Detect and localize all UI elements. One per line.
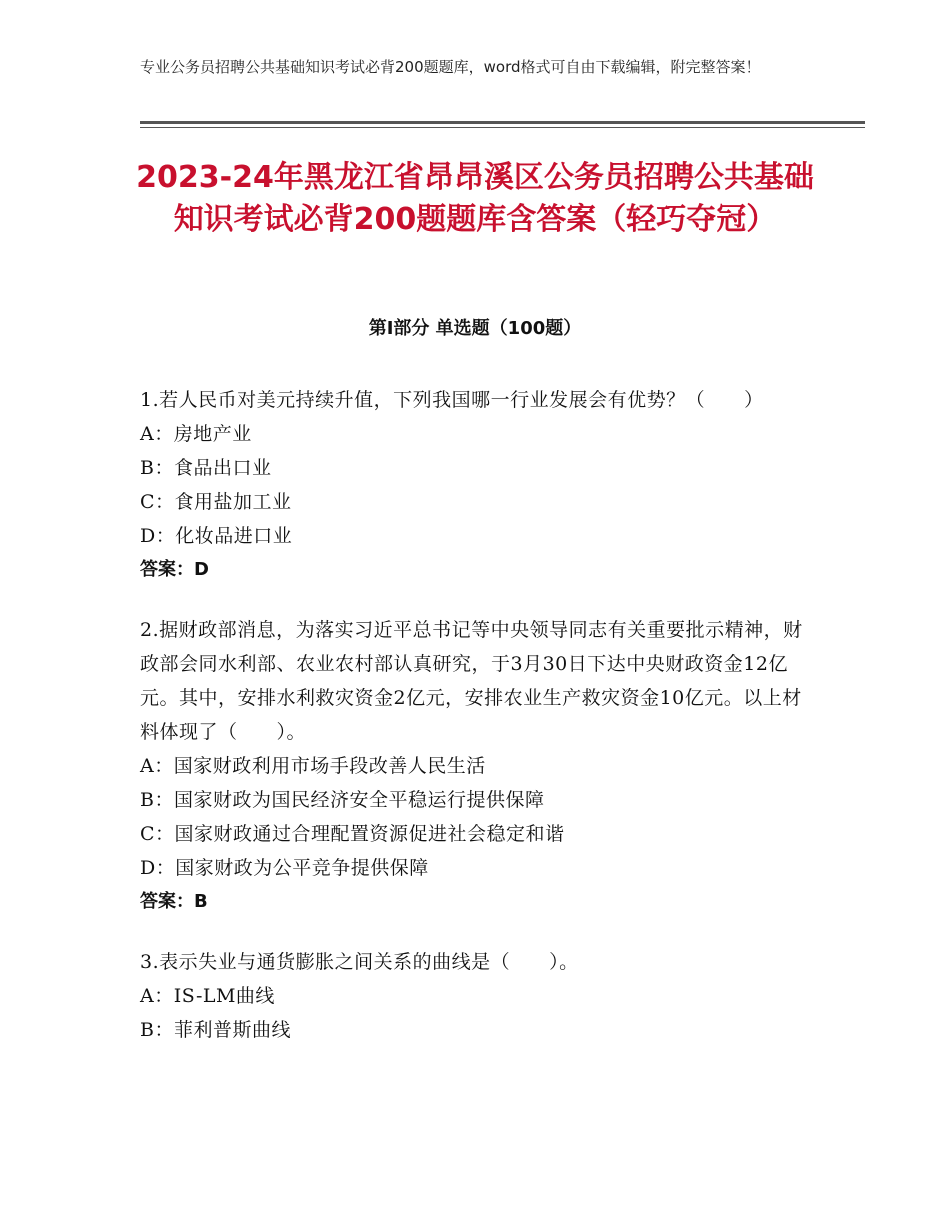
answer-label: 答案：B <box>140 891 208 912</box>
document-title: 2023-24年黑龙江省昂昂溪区公务员招聘公共基础知识考试必背200题题库含答案（轻巧夺冠） <box>136 160 814 237</box>
question-3 <box>140 945 810 1047</box>
option-c: C：国家财政通过合理配置资源促进社会稳定和谐 <box>140 823 565 845</box>
option-c: C：食用盐加工业 <box>140 491 292 513</box>
option-a: A：国家财政利用市场手段改善人民生活 <box>140 755 486 777</box>
option-b: B：国家财政为国民经济安全平稳运行提供保障 <box>140 789 545 811</box>
option-d: D：化妆品进口业 <box>140 525 293 547</box>
option-a: A：房地产业 <box>140 423 252 445</box>
option-d: D：国家财政为公平竞争提供保障 <box>140 857 429 879</box>
header-note: 专业公务员招聘公共基础知识考试必背200题题库，word格式可自由下载编辑，附完整答案！ <box>140 58 761 76</box>
option-b: B：食品出口业 <box>140 457 272 479</box>
question-2 <box>140 613 810 919</box>
question-stem: 3.表示失业与通货膨胀之间关系的曲线是（ ）。 <box>140 951 579 973</box>
option-a: A：IS-LM曲线 <box>140 985 275 1007</box>
answer-label: 答案：D <box>140 559 209 580</box>
option-b: B：菲利普斯曲线 <box>140 1019 291 1041</box>
question-1 <box>140 383 810 587</box>
question-stem: 1.若人民币对美元持续升值，下列我国哪一行业发展会有优势？（ ） <box>140 389 764 411</box>
section-heading: 第Ⅰ部分 单选题（100题） <box>368 318 582 339</box>
header-divider-thick <box>140 121 865 124</box>
question-list <box>140 383 810 1073</box>
question-stem: 2.据财政部消息，为落实习近平总书记等中央领导同志有关重要批示精神，财政部会同水利部、农业农村部认真研究，于3月30日下达中央财政资金12亿元。其中，安排水利救灾资金2亿元，安排农业生产救灾资金10亿元。以上材料体现了（ ）。 <box>140 619 803 743</box>
header-divider-thin <box>140 127 865 128</box>
